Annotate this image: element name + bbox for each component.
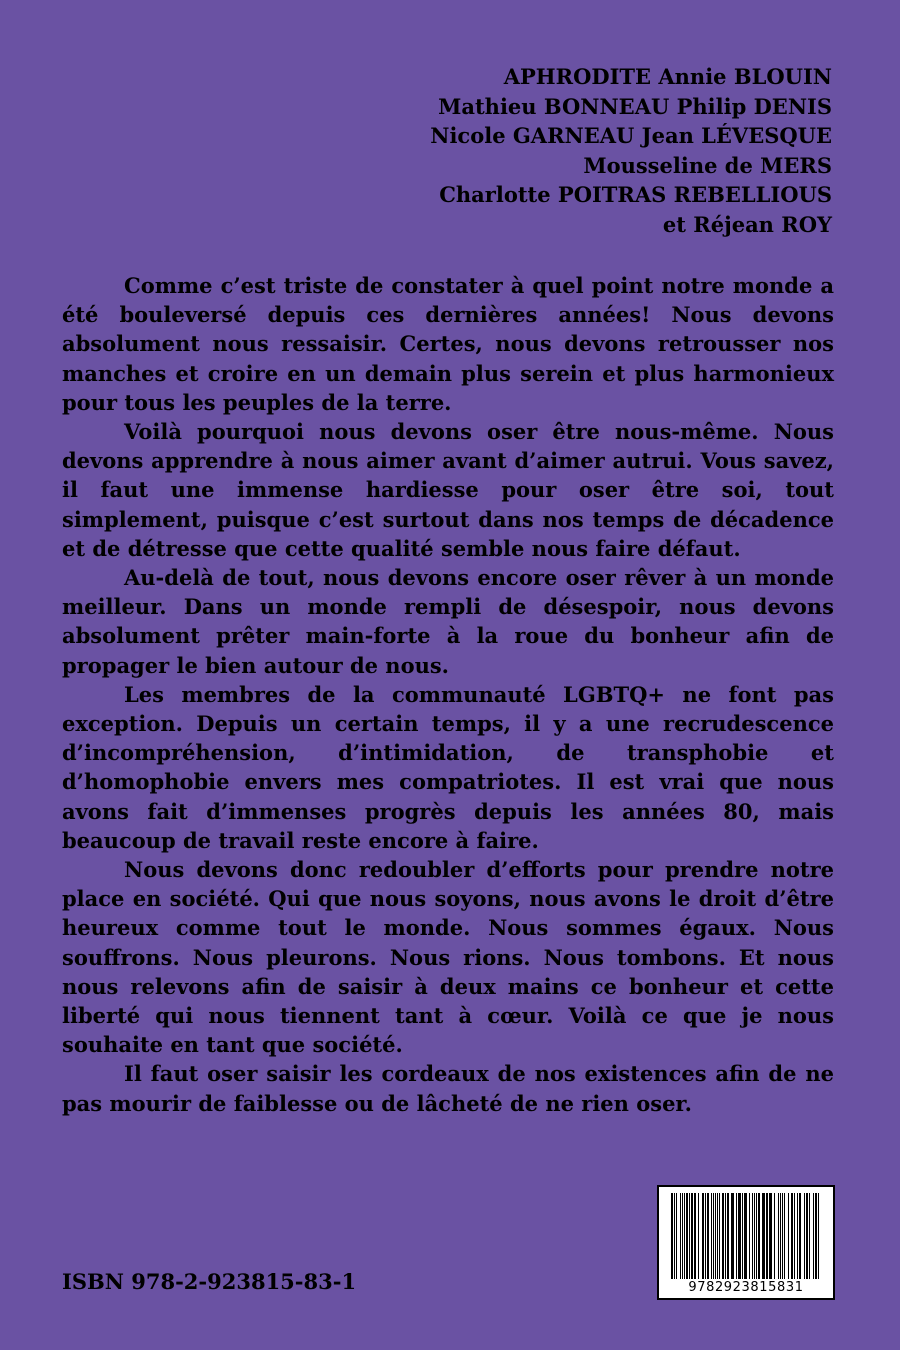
author-line: Mathieu BONNEAU Philip DENIS <box>438 93 832 119</box>
blurb-paragraph: Comme c’est triste de constater à quel point notre monde a été bouleversé depuis ces dernières années! Nous devons absolument nous ressaisir. Certes, nous devons retrousser nos manches et croire en un demain plus serein et plus harmonieux pour tous les peuples de la terre. <box>62 273 834 415</box>
isbn-label: ISBN 978-2-923815-83-1 <box>62 1269 357 1294</box>
author-line: Mousseline de MERS <box>583 152 832 178</box>
back-cover-blurb <box>62 271 834 1118</box>
author-line: Charlotte POITRAS REBELLIOUS <box>439 182 832 207</box>
blurb-paragraph: Les membres de la communauté LGBTQ+ ne font pas exception. Depuis un certain temps, il y a une recrudescence d’incompréhension, d’intimidation, de transphobie et d’homophobie envers mes compatriotes. Il est vrai que nous avons fait d’immenses progrès depuis les années 80, mais beaucoup de travail reste encore à faire. <box>62 681 834 853</box>
blurb-paragraph: Il faut oser saisir les cordeaux de nos existences afin de ne pas mourir de faiblesse ou de lâcheté de ne rien oser. <box>62 1061 834 1116</box>
blurb-paragraph: Voilà pourquoi nous devons oser être nous-même. Nous devons apprendre à nous aimer avant d’aimer autrui. Vous savez, il faut une immense hardiesse pour oser être soi, tout simplement, puisque c’est surtout dans nos temps de décadence et de détresse que cette qualité semble nous faire défaut. <box>62 419 834 561</box>
author-line: APHRODITE Annie BLOUIN <box>503 64 832 89</box>
author-line: Nicole GARNEAU Jean LÉVESQUE <box>430 123 832 148</box>
barcode-digits: 9782923815831 <box>688 1280 804 1295</box>
blurb-paragraph: Au-delà de tout, nous devons encore oser rêver à un monde meilleur. Dans un monde rempli de désespoir, nous devons absolument prêter main-forte à la roue du bonheur afin de propager le bien autour de nous. <box>62 565 834 678</box>
author-line: et Réjean ROY <box>662 211 832 237</box>
blurb-paragraph: Nous devons donc redoubler d’efforts pour prendre notre place en société. Qui que nous soyons, nous avons le droit d’être heureux comme tout le monde. Nous sommes égaux. Nous souffrons. Nous pleurons. Nous rions. Nous tombons. Et nous nous relevons afin de saisir à deux mains ce bonheur et cette liberté qui nous tiennent tant à cœur. Voilà ce que je nous souhaite en tant que société. <box>62 857 834 1058</box>
author-list <box>430 62 832 239</box>
barcode <box>657 1185 835 1300</box>
barcode-bars-icon <box>669 1193 823 1279</box>
